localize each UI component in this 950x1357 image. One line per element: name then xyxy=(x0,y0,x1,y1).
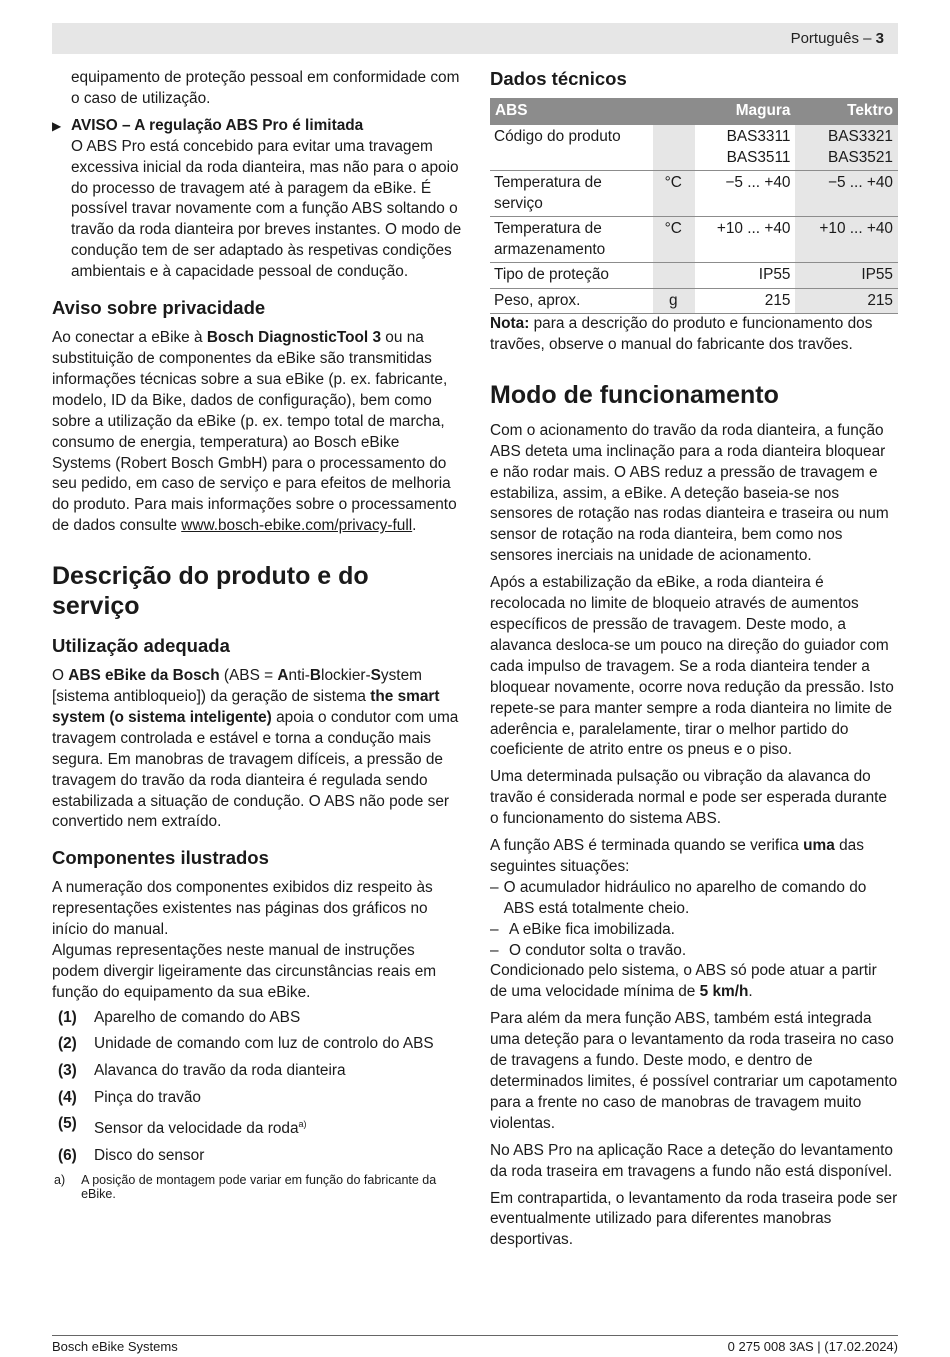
list-item: – O condutor solta o travão. xyxy=(490,941,687,959)
privacy-paragraph: Ao conectar a eBike à Bosch DiagnosticTool 3 ou na substituição de componentes da eBike são transmitidas informações técnicas sobre a sua eBike (p. ex. fabricante, modelo, ID da Bike, dados de configuração), bem como sobre a utilização da eBike (p. ex. tempo total de marcha, consumo de energia, temperatura) ao Bosch eBike Systems (Robert Bosch GmbH) para o processamento do seu pedido, em caso de serviço e para efeitos de melhoria do produto. Para mais informações sobre o processamento de dados consulte www.bosch-ebike.com/privacy-full. xyxy=(52,329,457,535)
termination-conditions-list xyxy=(490,878,898,962)
table-header-row: ABS Magura Tektro xyxy=(490,98,898,125)
warning-text: O ABS Pro está concebido para evitar uma travagem excessiva inicial da roda dianteira, mas não para o apoio do processo de travagem até à paragem da eBike. É possível travar novamente com a função ABS soltando o travão da roda dianteira por breves instantes. O modo de condução tem de ser adaptado às respetivas condições ambientais e à capacidade pessoal de condução. xyxy=(71,137,462,281)
intro-continued: equipamento de proteção pessoal em conformidade com o caso de utilização. xyxy=(71,69,460,107)
technical-data-heading: Dados técnicos xyxy=(490,68,627,89)
list-item: (5) Sensor da velocidade da roda$^{a)}$ xyxy=(58,1115,307,1138)
mode-of-operation-heading: Modo de funcionamento xyxy=(490,380,779,409)
list-item: (1) Aparelho de comando do ABS xyxy=(58,1008,301,1026)
intended-use-heading: Utilização adequada xyxy=(52,635,230,657)
warning-title: AVISO – A regulação ABS Pro é limitada xyxy=(71,116,364,134)
page-number: 3 xyxy=(875,30,884,47)
page-header xyxy=(52,23,898,54)
mode-paragraph-1: Com o acionamento do travão da roda dianteira, a função ABS deteta uma inclinação para a roda dianteira bloquear e não rodar mais. O ABS reduz a pressão de travagem e estabiliza, assim, a eBike. A deteção baseia-se nos sensores de rotação nas rodas dianteira e traseira ou num sensor de rotação na roda dianteira, bem como nos sensores inerciais na unidade de acionamento. xyxy=(490,421,889,565)
mode-paragraph-4: A função ABS é terminada quando se verifica uma das seguintes situações: xyxy=(490,837,864,875)
mode-paragraph-2: Após a estabilização da eBike, a roda dianteira é recolocada no limite de bloqueio através de aumentos específicos de pressão de travagem. Deste modo, a alavanca desloca-se um pouco na direção do guiador com cada impulso de travagem. Se a roda dianteira tender a bloquear novamente, ocorre nova redução da pressão. Isto repete-se para manter sempre a roda dianteira no limite de aderência e, paralelamente, tirar o melhor partido do coeficiente de atrito entre os pneus e o piso. xyxy=(490,574,894,759)
components-list xyxy=(52,1008,462,1167)
components-intro: A numeração dos componentes exibidos diz respeito às representações existentes nas páginas dos gráficos no início do manual. xyxy=(52,879,433,939)
footer-divider xyxy=(52,1335,898,1336)
footnote-reference: a) xyxy=(298,1119,307,1130)
list-item: (2) Unidade de comando com luz de controlo do ABS xyxy=(58,1035,434,1053)
table-row: Tipo de proteção IP55 IP55 xyxy=(490,263,898,289)
components-heading: Componentes ilustrados xyxy=(52,847,269,869)
list-item: (6) Disco do sensor xyxy=(58,1146,205,1164)
list-item: – O acumulador hidráulico no aparelho de comando do ABS está totalmente cheio. xyxy=(490,878,867,917)
left-column xyxy=(52,68,462,1201)
footer-left: Bosch eBike Systems xyxy=(52,1339,178,1354)
table-row: Temperatura de armazenamento °C +10 ... +40 +10 ... +40 xyxy=(490,217,898,263)
table-row: Peso, aprox. g 215 215 xyxy=(490,288,898,314)
privacy-link[interactable]: www.bosch-ebike.com/privacy-full xyxy=(181,517,413,535)
product-description-heading: Descrição do produto e do serviço xyxy=(52,562,369,621)
mode-paragraph-3: Uma determinada pulsação ou vibração da alavanca do travão é considerada normal e pode ser esperada durante o funcionamento do sistema ABS. xyxy=(490,768,887,828)
list-item: – A eBike fica imobilizada. xyxy=(490,920,675,938)
mode-paragraph-6: Para além da mera função ABS, também está integrada uma deteção para o levantamento da roda traseira no caso de travagens a fundo. Deste modo, e dentro de determinados limites, é possível contrariar um capotamento para a frente no caso de manobras de travagem muito violentas. xyxy=(490,1010,898,1132)
footnote: a) A posição de montagem pode variar em função do fabricante da eBike. xyxy=(54,1172,437,1201)
list-item: (3) Alavanca do travão da roda dianteira xyxy=(58,1062,346,1079)
privacy-heading: Aviso sobre privacidade xyxy=(52,297,266,319)
intended-use-paragraph: O ABS eBike da Bosch (ABS = Anti-Blockier-System [sistema antibloqueio]) da geração de sistema the smart system (o sistema inteligente) apoia o condutor com uma travagem controlada e estável e torna a condução mais segura. Em manobras de travagem difíceis, a pressão de travagem do travão da roda dianteira é regulada sendo estabilizada a situação de condução. O ABS não pode ser convertido nem extraído. xyxy=(52,667,459,831)
components-note: Algumas representações neste manual de instruções podem divergir ligeiramente das circunstâncias reais em função do equipamento da sua eBike. xyxy=(52,942,437,1001)
warning-arrow-icon: ▶ xyxy=(52,118,62,133)
technical-data-table xyxy=(490,98,898,314)
mode-paragraph-7: No ABS Pro na aplicação Race a deteção do levantamento da roda traseira em travagens a fundo não está disponível. xyxy=(490,1141,893,1180)
list-item: (4) Pinça do travão xyxy=(58,1088,201,1106)
right-column xyxy=(490,68,898,1257)
footer-right: 0 275 008 3AS | (17.02.2024) xyxy=(727,1339,898,1354)
mode-paragraph-8: Em contrapartida, o levantamento da roda traseira pode ser eventualmente utilizado para diferentes manobras desportivas. xyxy=(490,1189,898,1249)
mode-paragraph-5: Condicionado pelo sistema, o ABS só pode atuar a partir de uma velocidade mínima de 5 km/h. xyxy=(490,962,877,1001)
table-note: Nota: para a descrição do produto e funcionamento dos travões, observe o manual do fabricante dos travões. xyxy=(490,315,873,353)
warning-block xyxy=(52,116,462,283)
page-header-text: Português – 3 xyxy=(790,30,884,47)
table-row: Código do produto BAS3311 BAS3511 BAS3321 BAS3521 xyxy=(490,125,898,171)
table-row: Temperatura de serviço °C −5 ... +40 −5 ... +40 xyxy=(490,171,898,217)
